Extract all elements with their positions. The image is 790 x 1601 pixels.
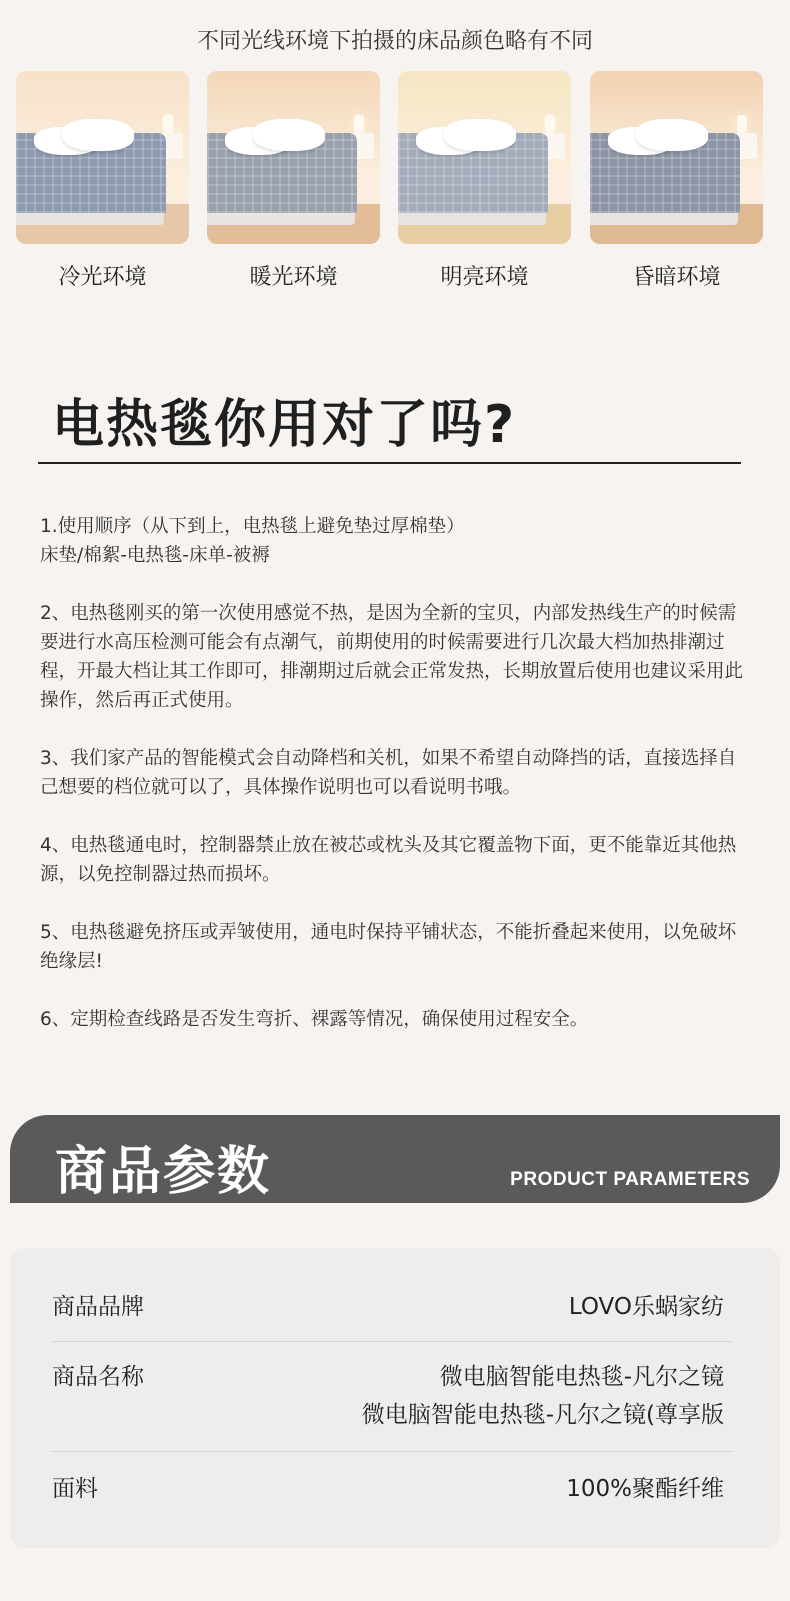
param-value: 微电脑智能电热毯-凡尔之镜(尊享版 — [361, 1402, 724, 1428]
param-value: LOVO乐蜗家纺 — [568, 1294, 724, 1320]
bed-photo-warm — [207, 71, 380, 244]
lighting-label: 昏暗环境 — [632, 265, 721, 290]
params-banner — [10, 1115, 780, 1203]
lighting-card-cool — [16, 71, 189, 291]
usage-tip: 3、我们家产品的智能模式会自动降档和关机，如果不希望自动降挡的话，直接选择自己想要的档位就可以了，具体操作说明也可以看说明书哦。 — [40, 748, 737, 798]
param-value: 100%聚酯纤维 — [566, 1476, 724, 1502]
lighting-card-bright — [398, 71, 571, 291]
lighting-gallery — [16, 71, 776, 291]
params-subtitle: PRODUCT PARAMETERS — [510, 1169, 750, 1190]
lighting-label: 暖光环境 — [249, 265, 338, 290]
bed-photo-cool — [16, 71, 189, 244]
usage-tip: 5、电热毯避免挤压或弄皱使用，通电时保持平铺状态，不能折叠起来使用，以免破坏绝缘层! — [40, 922, 737, 972]
bed-photo-bright — [398, 71, 571, 244]
usage-tip: 2、电热毯刚买的第一次使用感觉不热，是因为全新的宝贝，内部发热线生产的时候需要进行水高压检测可能会有点潮气，前期使用的时候需要进行几次最大档加热排潮过程，开最大档让其工作即可，排潮期过后就会正常发热，长期放置后使用也建议采用此操作，然后再正式使用。 — [40, 603, 744, 711]
lighting-card-dim — [590, 71, 763, 291]
params-title: 商品参数 — [55, 1142, 272, 1202]
usage-heading: 电热毯你用对了吗? — [52, 395, 517, 455]
color-disclaimer: 不同光线环境下拍摄的床品颜色略有不同 — [196, 29, 593, 54]
param-row-fabric — [52, 1470, 732, 1530]
heading-divider — [38, 462, 741, 464]
lighting-label: 明亮环境 — [440, 265, 529, 290]
usage-tip: 1.使用顺序（从下到上，电热毯上避免垫过厚棉垫） 床垫/棉絮-电热毯-床单-被褥 — [40, 516, 465, 566]
param-key: 商品名称 — [52, 1364, 144, 1390]
param-row-brand — [52, 1288, 732, 1342]
usage-tips — [40, 512, 752, 1063]
usage-tip: 6、定期检查线路是否发生弯折、裸露等情况，确保使用过程安全。 — [40, 1009, 589, 1030]
param-key: 面料 — [52, 1476, 98, 1502]
params-table — [10, 1248, 780, 1548]
bed-photo-dim — [590, 71, 763, 244]
param-value-list — [362, 1358, 724, 1434]
usage-tip: 4、电热毯通电时，控制器禁止放在被芯或枕头及其它覆盖物下面，更不能靠近其他热源，以免控制器过热而损坏。 — [40, 835, 737, 885]
lighting-label: 冷光环境 — [58, 265, 147, 290]
param-key: 商品品牌 — [52, 1294, 144, 1320]
param-value: 微电脑智能电热毯-凡尔之镜 — [439, 1364, 724, 1390]
param-row-name — [52, 1358, 732, 1452]
lighting-card-warm — [207, 71, 380, 291]
